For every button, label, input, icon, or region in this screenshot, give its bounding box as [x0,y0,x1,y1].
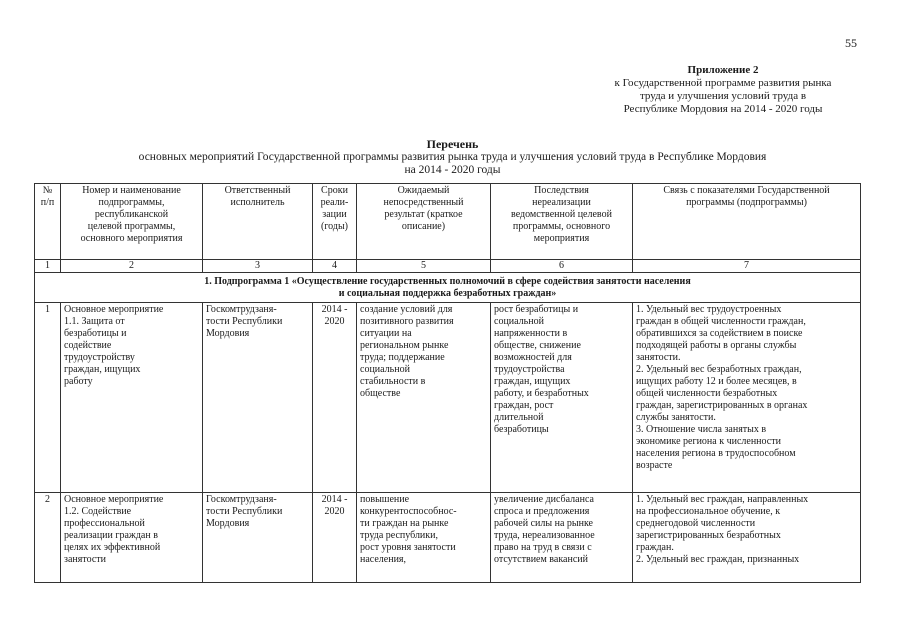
column-number: 4 [313,260,357,273]
column-number-row [35,260,861,273]
column-number: 7 [633,260,861,273]
indicators: 1. Удельный вес трудоустроенных граждан в общей численности граждан, обратившихся за содействием в поиске подходящей работы в органы службы занятости. 2. Удельный вес безработных граждан, ищущих работу 12 и более месяцев, в общей численности безработных граждан, зарегистрированных в органах службы занятости. 3. Отношение числа занятых в экономике региона к численности населения региона в трудоспособном возрасте [633,303,861,493]
title-line-2: на 2014 - 2020 годы [404,164,501,176]
appendix-line-1: к Государственной программе развития рынка [614,77,832,89]
appendix-heading: Приложение 2 [687,64,759,76]
consequences: рост безработицы и социальной напряженности в обществе, снижение возможностей для трудоустройства граждан, ищущих работу, и безработных граждан, рост длительной безработицы [491,303,633,493]
document-title [0,138,905,177]
header-cell: № п/п [35,184,61,260]
measure-name: Основное мероприятие 1.1. Защита от безработицы и содействие трудоустройству граждан, ищущих работу [61,303,203,493]
header-cell: Номер и наименование подпрограммы, республиканской целевой программы, основного мероприятия [61,184,203,260]
row-number: 1 [35,303,61,493]
expected-result: создание условий для позитивного развития ситуации на региональном рынке труда; поддержание социальной стабильности в обществе [357,303,491,493]
executor: Госкомтрудзаня- тости Республики Мордовия [203,493,313,583]
appendix-line-3: Республике Мордовия на 2014 - 2020 годы [623,103,823,115]
page-number: 55 [845,36,857,50]
section-title: 1. Подпрограмма 1 «Осуществление государственных полномочий в сфере содействия занятости населения и социальная поддержка безработных граждан» [35,273,861,303]
column-number: 1 [35,260,61,273]
executor: Госкомтрудзаня- тости Республики Мордовия [203,303,313,493]
header-cell: Сроки реали- зации (годы) [313,184,357,260]
term: 2014 - 2020 [313,493,357,583]
row-number: 2 [35,493,61,583]
title-main: Перечень [426,137,479,151]
measures-table [34,183,861,583]
expected-result: повышение конкурентоспособнос- ти граждан на рынке труда республики, рост уровня занятости населения, [357,493,491,583]
measure-name: Основное мероприятие 1.2. Содействие профессиональной реализации граждан в целях их эффективной занятости [61,493,203,583]
header-cell: Ожидаемый непосредственный результат (краткое описание) [357,184,491,260]
table-row [35,493,861,583]
column-number: 6 [491,260,633,273]
title-line-1: основных мероприятий Государственной программы развития рынка труда и улучшения условий труда в Республике Мордовия [138,151,767,163]
column-number: 3 [203,260,313,273]
consequences: увеличение дисбаланса спроса и предложения рабочей силы на рынке труда, нереализованное право на труд в связи с отсутствием вакансий [491,493,633,583]
header-cell: Связь с показателями Государственной программы (подпрограммы) [633,184,861,260]
column-number: 5 [357,260,491,273]
table-row [35,303,861,493]
appendix-line-2: труда и улучшения условий труда в [639,90,807,102]
term: 2014 - 2020 [313,303,357,493]
header-cell: Последствия нереализации ведомственной целевой программы, основного мероприятия [491,184,633,260]
appendix-block [593,64,853,116]
indicators: 1. Удельный вес граждан, направленных на профессиональное обучение, к среднегодовой численности зарегистрированных безработных граждан. 2. Удельный вес граждан, признанных [633,493,861,583]
section-row [35,273,861,303]
column-number: 2 [61,260,203,273]
header-cell: Ответственный исполнитель [203,184,313,260]
table-header-row [35,184,861,260]
